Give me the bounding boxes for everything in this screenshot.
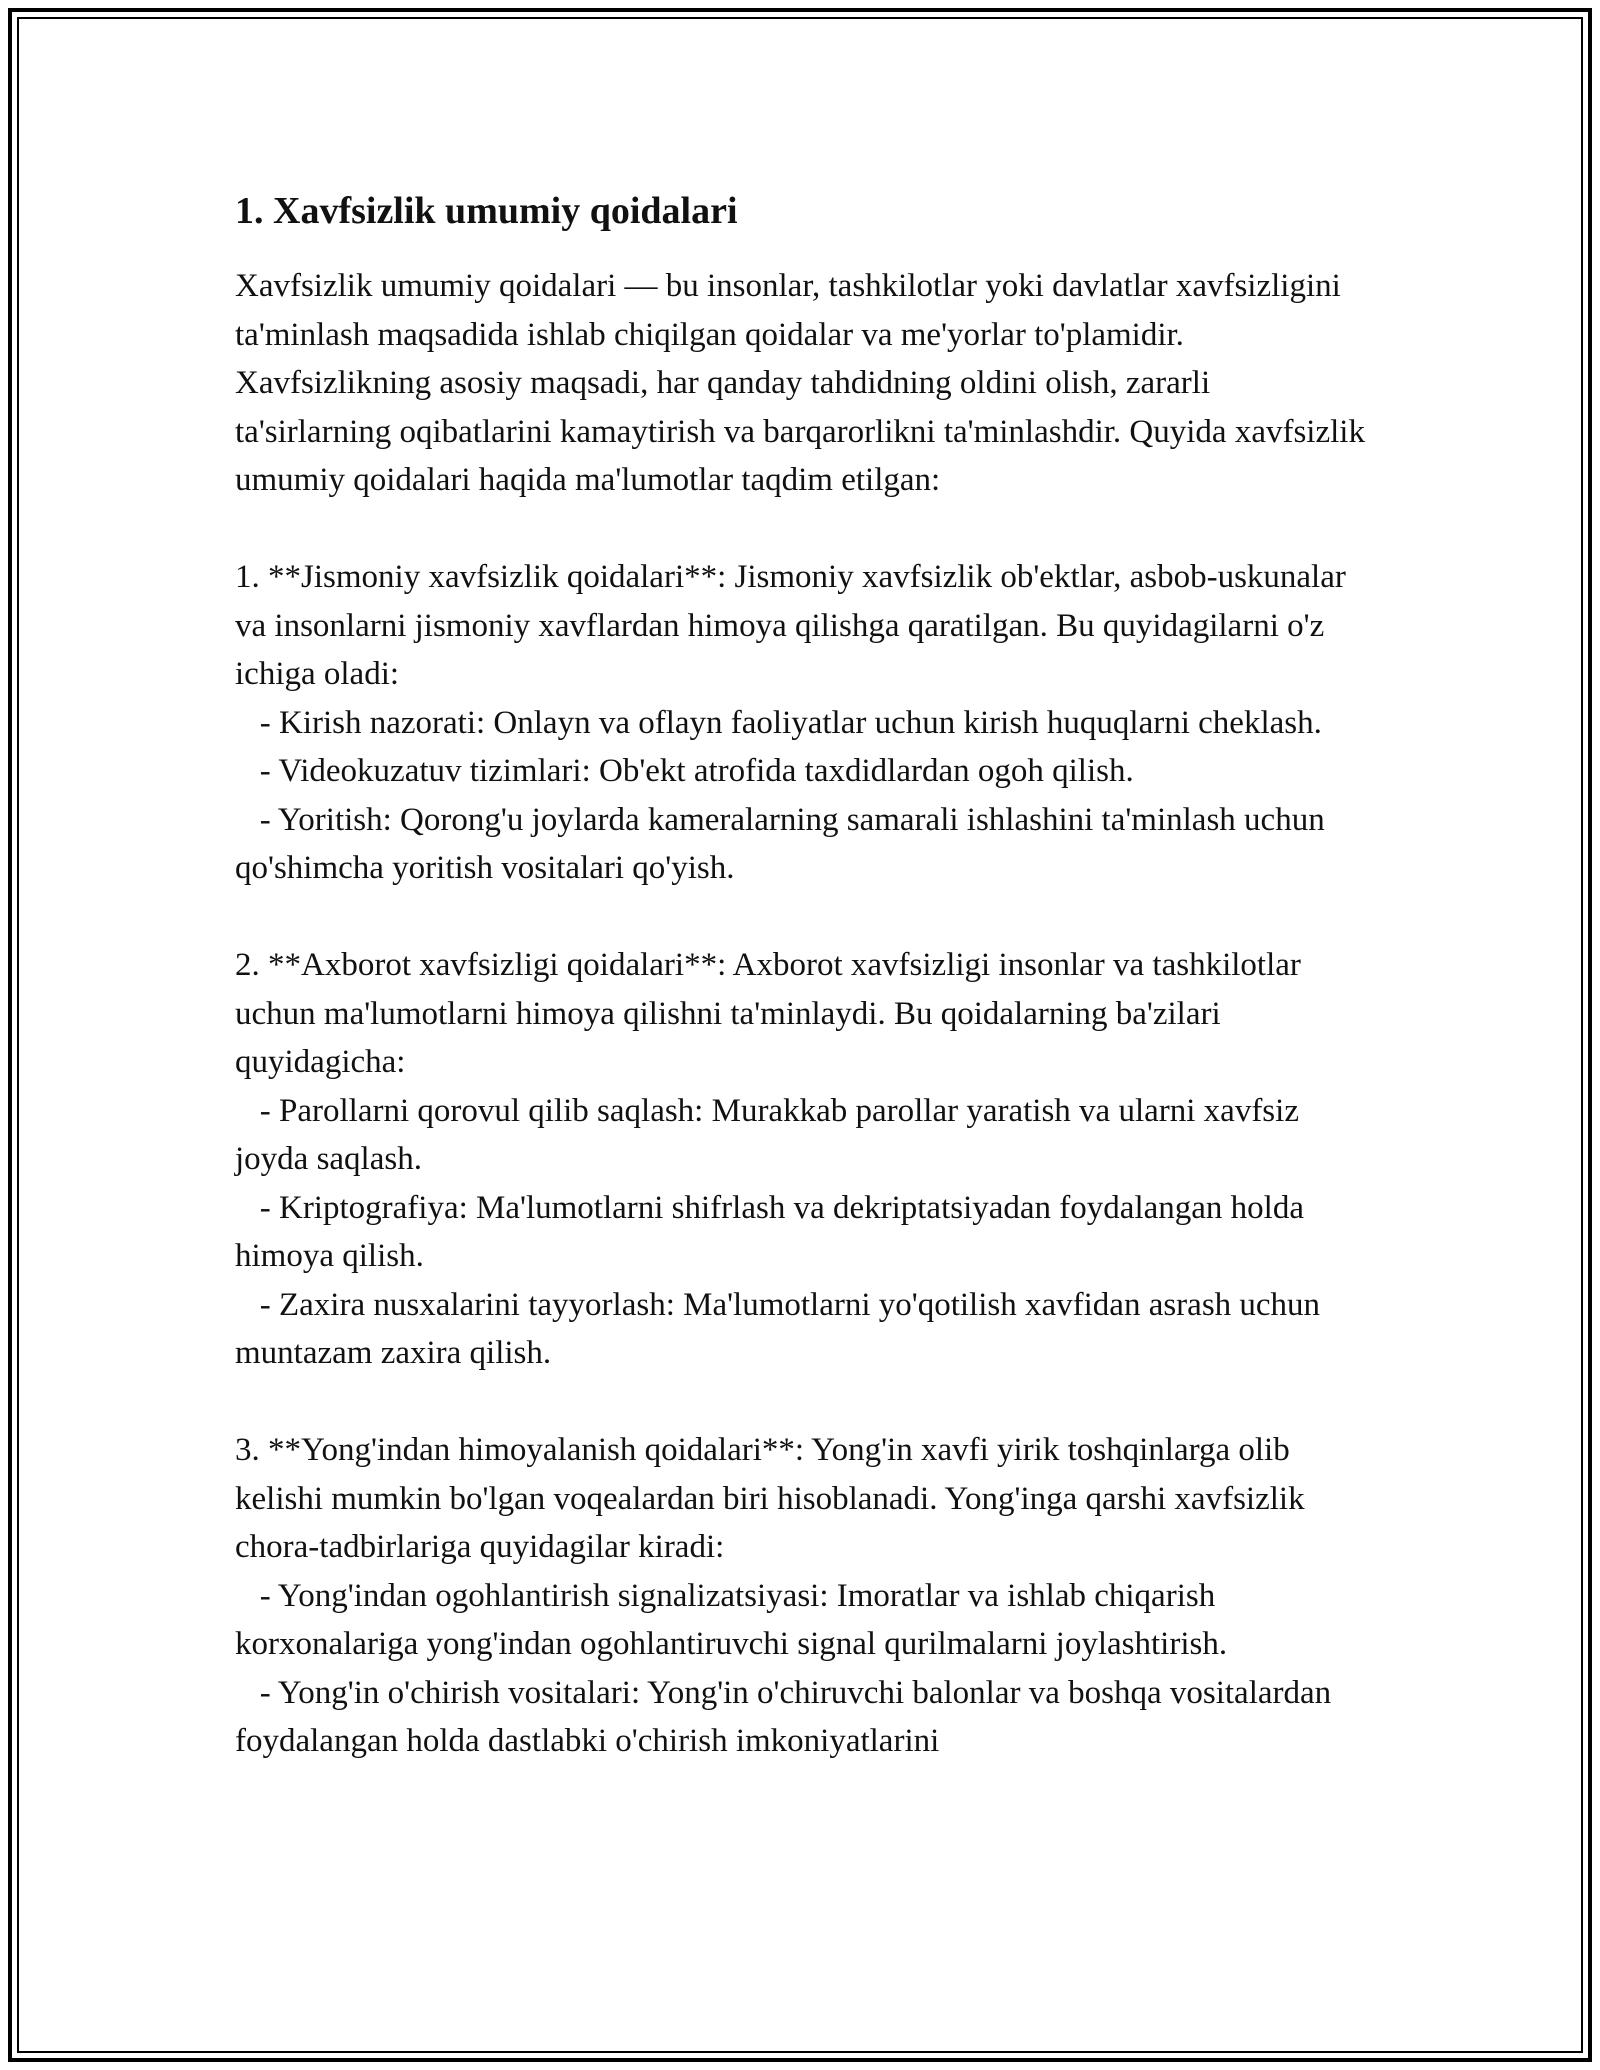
list-item-access-control: - Kirish nazorati: Onlayn va oflayn faoliyatlar uchun kirish huquqlarni cheklash.: [235, 704, 1322, 741]
fire-safety-lead: 3. **Yong'indan himoyalanish qoidalari**: Yong'in xavfi yirik toshqinlarga olib kelishi mumkin bo'lgan voqealardan biri hisoblanadi. Yong'inga qarshi xavfsizlik chora-tadbirlariga quyidagilar kiradi:: [235, 1432, 1313, 1565]
paragraph-spacer: [235, 893, 1370, 942]
physical-security-lead: 1. **Jismoniy xavfsizlik qoidalari**: Jismoniy xavfsizlik ob'ektlar, asbob-uskunalar va insonlarni jismoniy xavflardan himoya qilishga qaratilgan. Bu quyidagilarni o'z ichiga oladi:: [235, 559, 1355, 692]
list-item-fire-extinguishing: - Yong'in o'chirish vositalari: Yong'in o'chiruvchi balonlar va boshqa vositalardan foydalangan holda dastlabki o'chirish imkoniyatlarini: [235, 1674, 1340, 1759]
list-item-video-surveillance: - Videokuzatuv tizimlari: Ob'ekt atrofida taxdidlardan ogoh qilish.: [235, 753, 1134, 789]
list-item-fire-alarm: - Yong'indan ogohlantirish signalizatsiyasi: Imoratlar va ishlab chiqarish korxonalariga yong'indan ogohlantiruvchi signal qurilmalarni joylashtirish.: [235, 1577, 1228, 1662]
intro-paragraph: Xavfsizlik umumiy qoidalari — bu insonlar, tashkilotlar yoki davlatlar xavfsizligini ta'minlash maqsadida ishlab chiqilgan qoidalar va me'yorlar to'plamidir. Xavfsizlikning asosiy maqsadi, har qanday tahdidning oldini olish, zararli ta'sirlarning oqibatlarini kamaytirish va barqarorlikni ta'minlashdir. Quyida xavfsizlik umumiy qoidalari haqida ma'lumotlar taqdim etilgan:: [235, 268, 1374, 498]
paragraph-spacer: [235, 1378, 1370, 1427]
list-item-cryptography: - Kriptografiya: Ma'lumotlarni shifrlash va dekriptatsiyadan foydalangan holda himoya qilish.: [235, 1189, 1313, 1274]
list-item-lighting: - Yoritish: Qorong'u joylarda kameralarning samarali ishlashini ta'minlash uchun qo'shimcha yoritish vositalari qo'yish.: [235, 801, 1333, 886]
list-item-backups: - Zaxira nusxalarini tayyorlash: Ma'lumotlarni yo'qotilish xavfidan asrash uchun muntazam zaxira qilish.: [235, 1286, 1329, 1371]
document-body: [235, 186, 1374, 1766]
section-heading: 1. Xavfsizlik umumiy qoidalari: [235, 190, 738, 232]
information-security-lead: 2. **Axborot xavfsizligi qoidalari**: Axborot xavfsizligi insonlar va tashkilotlar uchun ma'lumotlarni himoya qilishni ta'minlaydi. Bu qoidalarning ba'zilari quyidagicha:: [235, 947, 1310, 1080]
list-item-passwords: - Parollarni qorovul qilib saqlash: Murakkab parollar yaratish va ularni xavfsiz joyda saqlash.: [235, 1092, 1308, 1177]
paragraph-spacer: [235, 505, 1370, 554]
